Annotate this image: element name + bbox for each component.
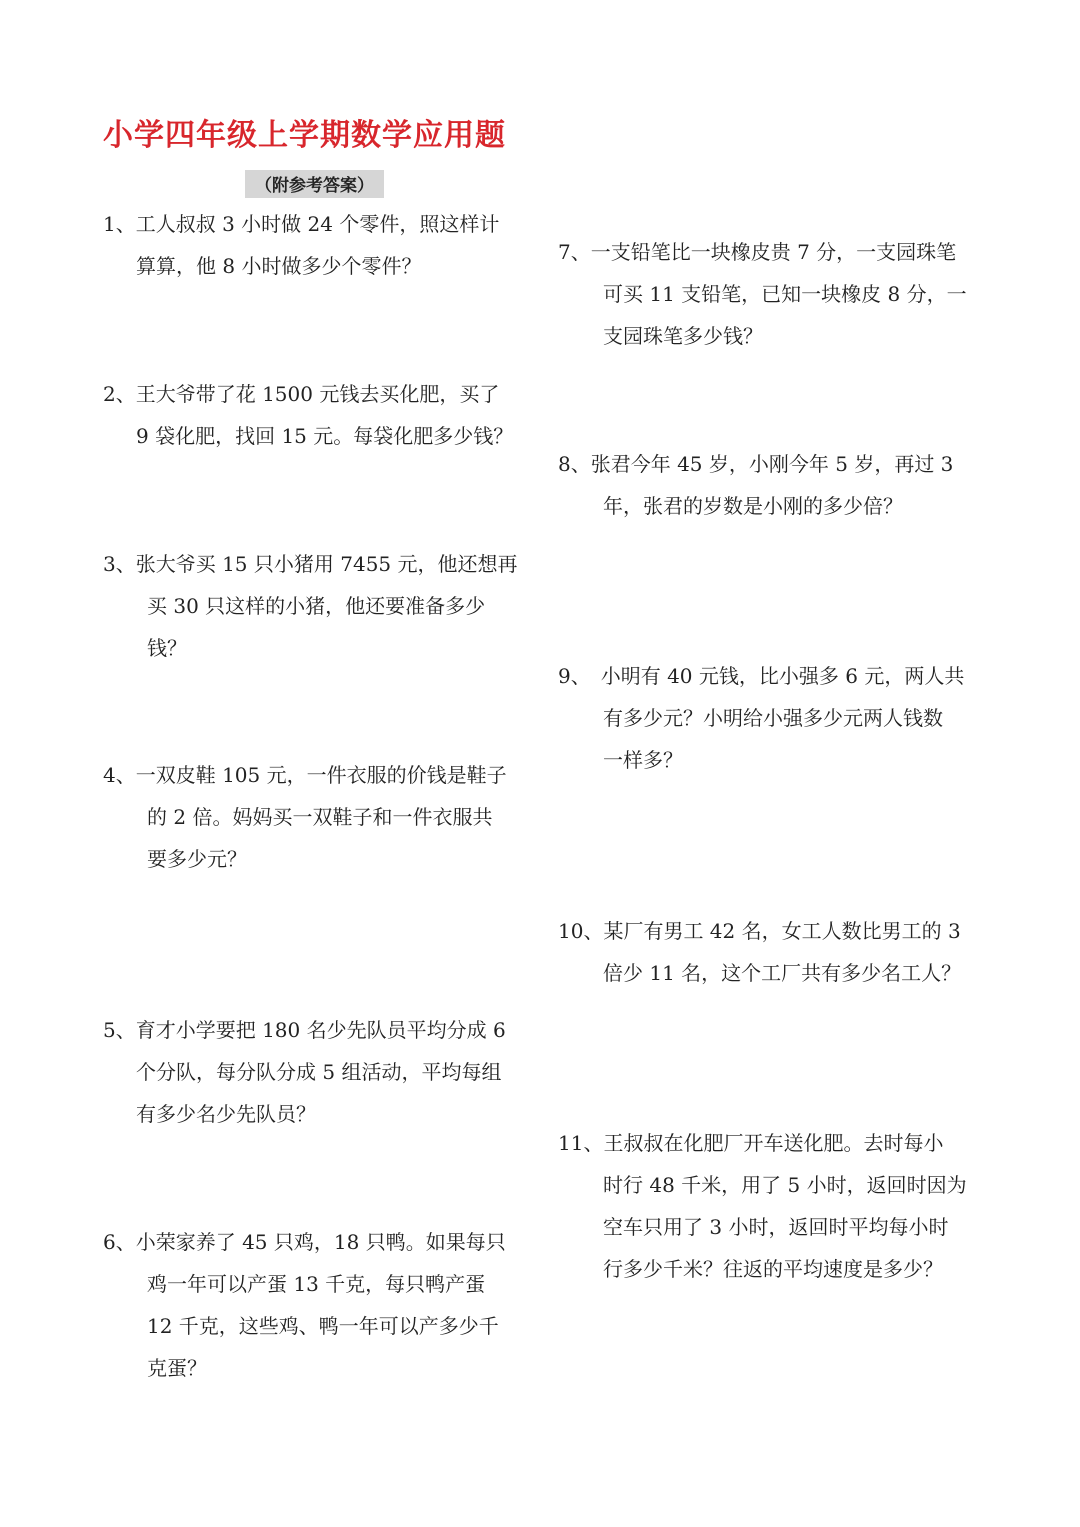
- page-title: 小学四年级上学期数学应用题: [103, 118, 506, 153]
- problem-line: 3、张大爷买 15 只小猪用 7455 元，他还想再: [103, 552, 518, 576]
- problem-7: [558, 231, 988, 357]
- problem-8: [558, 443, 988, 527]
- problem-line: 鸡一年可以产蛋 13 千克，每只鸭产蛋: [147, 1272, 486, 1296]
- problem-line: 9、 小明有 40 元钱，比小强多 6 元，两人共: [558, 664, 965, 688]
- problem-line: 可买 11 支铅笔，已知一块橡皮 8 分，一: [603, 282, 967, 306]
- problem-line: 的 2 倍。妈妈买一双鞋子和一件衣服共: [147, 805, 493, 829]
- problem-line: 空车只用了 3 小时，返回时平均每小时: [603, 1215, 949, 1239]
- problem-line: 2、王大爷带了花 1500 元钱去买化肥，买了: [103, 382, 500, 406]
- problem-line: 9 袋化肥，找回 15 元。每袋化肥多少钱？: [136, 424, 514, 448]
- problem-line: 有多少元？小明给小强多少元两人钱数: [603, 706, 943, 730]
- problem-6: [103, 1221, 533, 1389]
- problem-line: 买 30 只这样的小猪，他还要准备多少: [147, 594, 486, 618]
- problem-4: [103, 754, 533, 880]
- problem-line: 一样多？: [603, 748, 683, 772]
- problem-line: 时行 48 千米，用了 5 小时，返回时因为: [603, 1173, 967, 1197]
- problem-line: 11、王叔叔在化肥厂开车送化肥。去时每小: [558, 1131, 944, 1155]
- problem-line: 算算，他 8 小时做多少个零件？: [136, 254, 422, 278]
- problem-line: 个分队，每分队分成 5 组活动，平均每组: [136, 1060, 502, 1084]
- problem-line: 倍少 11 名，这个工厂共有多少名工人？: [603, 961, 962, 985]
- problem-line: 克蛋？: [147, 1356, 207, 1380]
- problem-3: [103, 543, 533, 669]
- problem-line: 5、育才小学要把 180 名少先队员平均分成 6: [103, 1018, 506, 1042]
- problem-line: 6、小荣家养了 45 只鸡，18 只鸭。如果每只: [103, 1230, 506, 1254]
- problem-line: 1、工人叔叔 3 小时做 24 个零件，照这样计: [103, 212, 500, 236]
- problem-line: 10、某厂有男工 42 名，女工人数比男工的 3: [558, 919, 961, 943]
- problem-10: [558, 910, 988, 994]
- problem-line: 7、一支铅笔比一块橡皮贵 7 分，一支园珠笔: [558, 240, 957, 264]
- problem-5: [103, 1009, 533, 1135]
- problem-line: 年，张君的岁数是小刚的多少倍？: [603, 494, 903, 518]
- problem-11: [558, 1122, 988, 1290]
- problem-line: 支园珠笔多少钱？: [603, 324, 763, 348]
- problem-line: 行多少千米？往返的平均速度是多少？: [603, 1257, 943, 1281]
- problem-line: 4、一双皮鞋 105 元，一件衣服的价钱是鞋子: [103, 763, 507, 787]
- page-subtitle: （附参考答案）: [245, 170, 384, 198]
- problem-line: 12 千克，这些鸡、鸭一年可以产多少千: [147, 1314, 499, 1338]
- problem-2: [103, 373, 533, 457]
- problem-9: [558, 655, 988, 781]
- problem-line: 要多少元？: [147, 847, 247, 871]
- problem-1: [103, 203, 533, 287]
- problem-line: 有多少名少先队员？: [136, 1102, 316, 1126]
- problem-line: 8、张君今年 45 岁，小刚今年 5 岁，再过 3: [558, 452, 954, 476]
- problem-line: 钱？: [147, 636, 187, 660]
